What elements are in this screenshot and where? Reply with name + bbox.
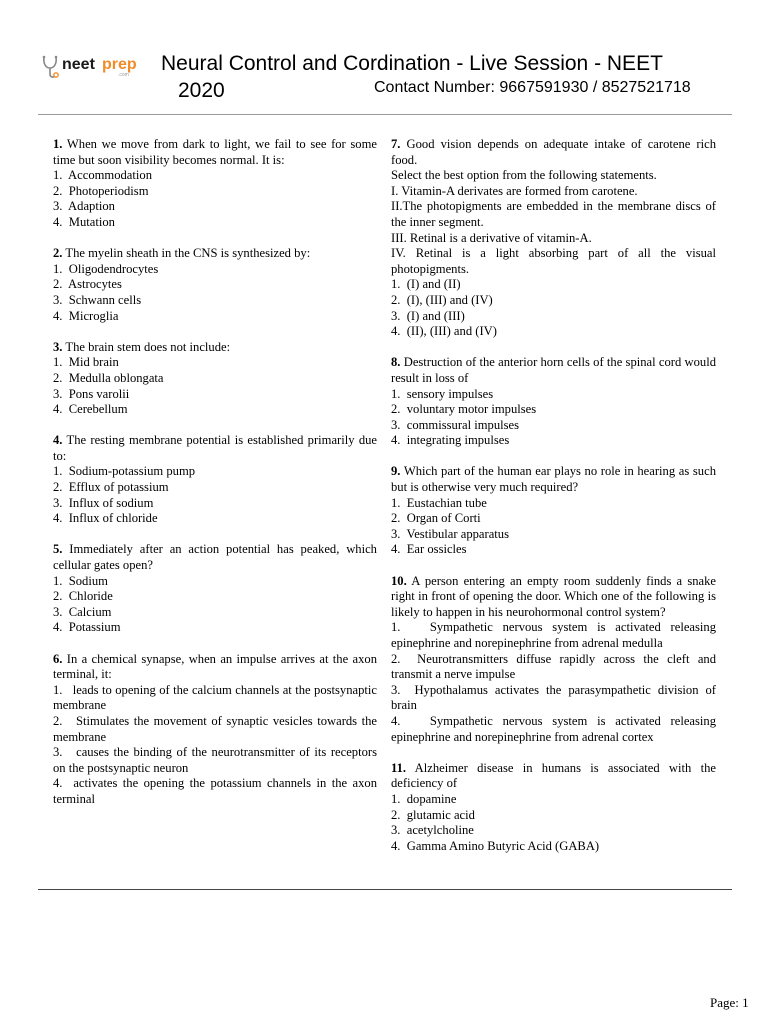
question-text: When we move from dark to light, we fail to see for some time but soon visibility becomes normal. It is: <box>53 137 377 167</box>
question-block <box>391 137 716 340</box>
question-block <box>53 137 377 231</box>
question-block <box>53 651 381 808</box>
answer-option: 4. Mutation <box>53 214 115 229</box>
answer-option: 1. Mid brain <box>53 355 119 370</box>
answer-option: 3. Schwann cells <box>53 292 142 307</box>
question-block <box>53 246 377 324</box>
question-stem <box>391 464 716 495</box>
answer-option: 2. Chloride <box>53 589 113 604</box>
answer-option: 2. Organ of Corti <box>391 511 481 526</box>
question-stem <box>391 574 716 621</box>
answer-option: 1. (I) and (II) <box>391 277 461 292</box>
answer-option: 1. Sodium <box>53 573 108 588</box>
answer-option: 1. Oligodendrocytes <box>53 261 159 276</box>
answer-option: 2. Medulla oblongata <box>53 370 164 385</box>
answer-option: 4. integrating impulses <box>391 433 510 448</box>
stethoscope-icon <box>40 54 62 80</box>
question-block <box>391 464 716 558</box>
question-text: Which part of the human ear plays no role in hearing as such but is otherwise very much required? <box>391 464 716 495</box>
question-number: 5. <box>53 542 63 557</box>
footer-divider <box>38 889 732 890</box>
answer-option: 2. Astrocytes <box>53 277 122 292</box>
question-number: 4. <box>53 433 63 448</box>
left-column <box>53 137 381 823</box>
question-number: 10. <box>391 573 407 588</box>
question-statement: Select the best option from the following statements. <box>391 168 657 183</box>
answer-option: 3. Adaption <box>53 199 115 214</box>
answer-option: 3. Pons varolii <box>53 386 130 401</box>
page-title: Neural Control and Cordination - Live Session - NEET <box>161 52 663 75</box>
question-text: The myelin sheath in the CNS is synthesized by: <box>65 246 311 261</box>
right-column <box>391 137 720 870</box>
question-text: The resting membrane potential is established primarily due to: <box>53 433 378 463</box>
question-statement: I. Vitamin-A derivates are formed from carotene. <box>391 183 638 198</box>
answer-option: 4. Influx of chloride <box>53 511 158 526</box>
answer-option: 1. sensory impulses <box>391 386 494 401</box>
answer-option: 2. voluntary motor impulses <box>391 402 537 417</box>
answer-option: 2. Neurotransmitters diffuse rapidly across the cleft and transmit a nerve impulse <box>391 651 720 682</box>
question-stem <box>53 652 377 683</box>
answer-option: 4. Microglia <box>53 308 119 323</box>
answer-option: 1. Eustachian tube <box>391 495 487 510</box>
question-number: 1. <box>53 137 63 151</box>
answer-option: 4. (II), (III) and (IV) <box>391 324 497 339</box>
answer-option: 4. Gamma Amino Butyric Acid (GABA) <box>391 838 600 853</box>
answer-option: 3. Influx of sodium <box>53 495 154 510</box>
answer-option: 4. Sympathetic nervous system is activated releasing epinephrine and norepinephrine from adrenal cortex <box>391 713 720 744</box>
answer-option: 1. leads to opening of the calcium channels at the postsynaptic membrane <box>53 682 381 713</box>
answer-option: 1. Sympathetic nervous system is activated releasing epinephrine and norepinephrine from adrenal medulla <box>391 620 720 650</box>
question-stem <box>53 246 377 262</box>
question-stem <box>53 340 377 356</box>
answer-option: 4. activates the opening the potassium channels in the axon terminal <box>53 776 381 806</box>
answer-option: 3. acetylcholine <box>391 823 474 838</box>
question-number: 8. <box>391 355 401 370</box>
answer-option: 4. Cerebellum <box>53 402 128 417</box>
answer-option: 1. dopamine <box>391 791 457 806</box>
answer-option: 3. Calcium <box>53 604 112 619</box>
page-title-year: 2020 <box>178 79 225 102</box>
question-stem <box>53 137 377 168</box>
answer-option: 3. causes the binding of the neurotransmitter of its receptors on the postsynaptic neuron <box>53 745 381 775</box>
question-stem <box>53 433 377 464</box>
question-text: Alzheimer disease in humans is associated with the deficiency of <box>391 760 716 791</box>
question-block <box>53 542 377 636</box>
question-stem <box>391 761 716 792</box>
answer-option: 1. Accommodation <box>53 168 152 183</box>
question-text: A person entering an empty room suddenly finds a snake right in front of opening the door. Which one of the following is likely to happen in his neurohormonal control system? <box>391 573 716 619</box>
answer-option: 3. commissural impulses <box>391 417 520 432</box>
answer-option: 2. Stimulates the movement of synaptic vesicles towards the membrane <box>53 713 381 744</box>
question-text: Immediately after an action potential has peaked, which cellular gates open? <box>53 542 377 573</box>
logo-neet-text: neet <box>62 56 95 73</box>
question-number: 9. <box>391 464 401 479</box>
question-text: In a chemical synapse, when an impulse arrives at the axon terminal, it: <box>53 651 377 682</box>
page-number: Page: 1 <box>710 995 749 1010</box>
answer-option: 2. (I), (III) and (IV) <box>391 292 493 307</box>
question-stem <box>391 355 716 386</box>
answer-option: 3. Vestibular apparatus <box>391 526 509 541</box>
question-number: 11. <box>391 760 407 775</box>
question-stem <box>53 542 377 573</box>
question-block <box>391 355 716 449</box>
neetprep-logo <box>40 52 140 82</box>
question-block <box>53 340 377 418</box>
answer-option: 2. Efflux of potassium <box>53 480 169 495</box>
question-block <box>391 761 716 855</box>
logo-prep-text: prep <box>102 56 137 73</box>
answer-option: 2. Photoperiodism <box>53 183 149 198</box>
answer-option: 3. (I) and (III) <box>391 308 465 323</box>
question-text: The brain stem does not include: <box>65 339 231 354</box>
question-number: 6. <box>53 651 63 666</box>
question-number: 2. <box>53 246 63 261</box>
question-number: 7. <box>391 137 401 151</box>
question-statement: II.The photopigments are embedded in the membrane discs of the inner segment. <box>391 199 716 229</box>
question-stem <box>391 137 716 168</box>
question-statement: III. Retinal is a derivative of vitamin-A. <box>391 230 592 245</box>
answer-option: 1. Sodium-potassium pump <box>53 464 196 479</box>
question-statement: IV. Retinal is a light absorbing part of all the visual photopigments. <box>391 246 716 276</box>
page-header <box>0 0 768 115</box>
question-text: Good vision depends on adequate intake of carotene rich food. <box>391 137 716 167</box>
contact-number: Contact Number: 9667591930 / 8527521718 <box>374 79 691 96</box>
question-text: Destruction of the anterior horn cells of the spinal cord would result in loss of <box>391 355 717 385</box>
answer-option: 3. Hypothalamus activates the parasympathetic division of brain <box>391 682 720 713</box>
answer-option: 2. glutamic acid <box>391 807 475 822</box>
answer-option: 4. Ear ossicles <box>391 542 467 557</box>
question-block <box>391 573 720 746</box>
question-number: 3. <box>53 339 63 354</box>
answer-option: 4. Potassium <box>53 620 121 635</box>
header-divider <box>38 114 732 115</box>
question-block <box>53 433 377 527</box>
logo-domain-text: .com <box>118 72 129 78</box>
